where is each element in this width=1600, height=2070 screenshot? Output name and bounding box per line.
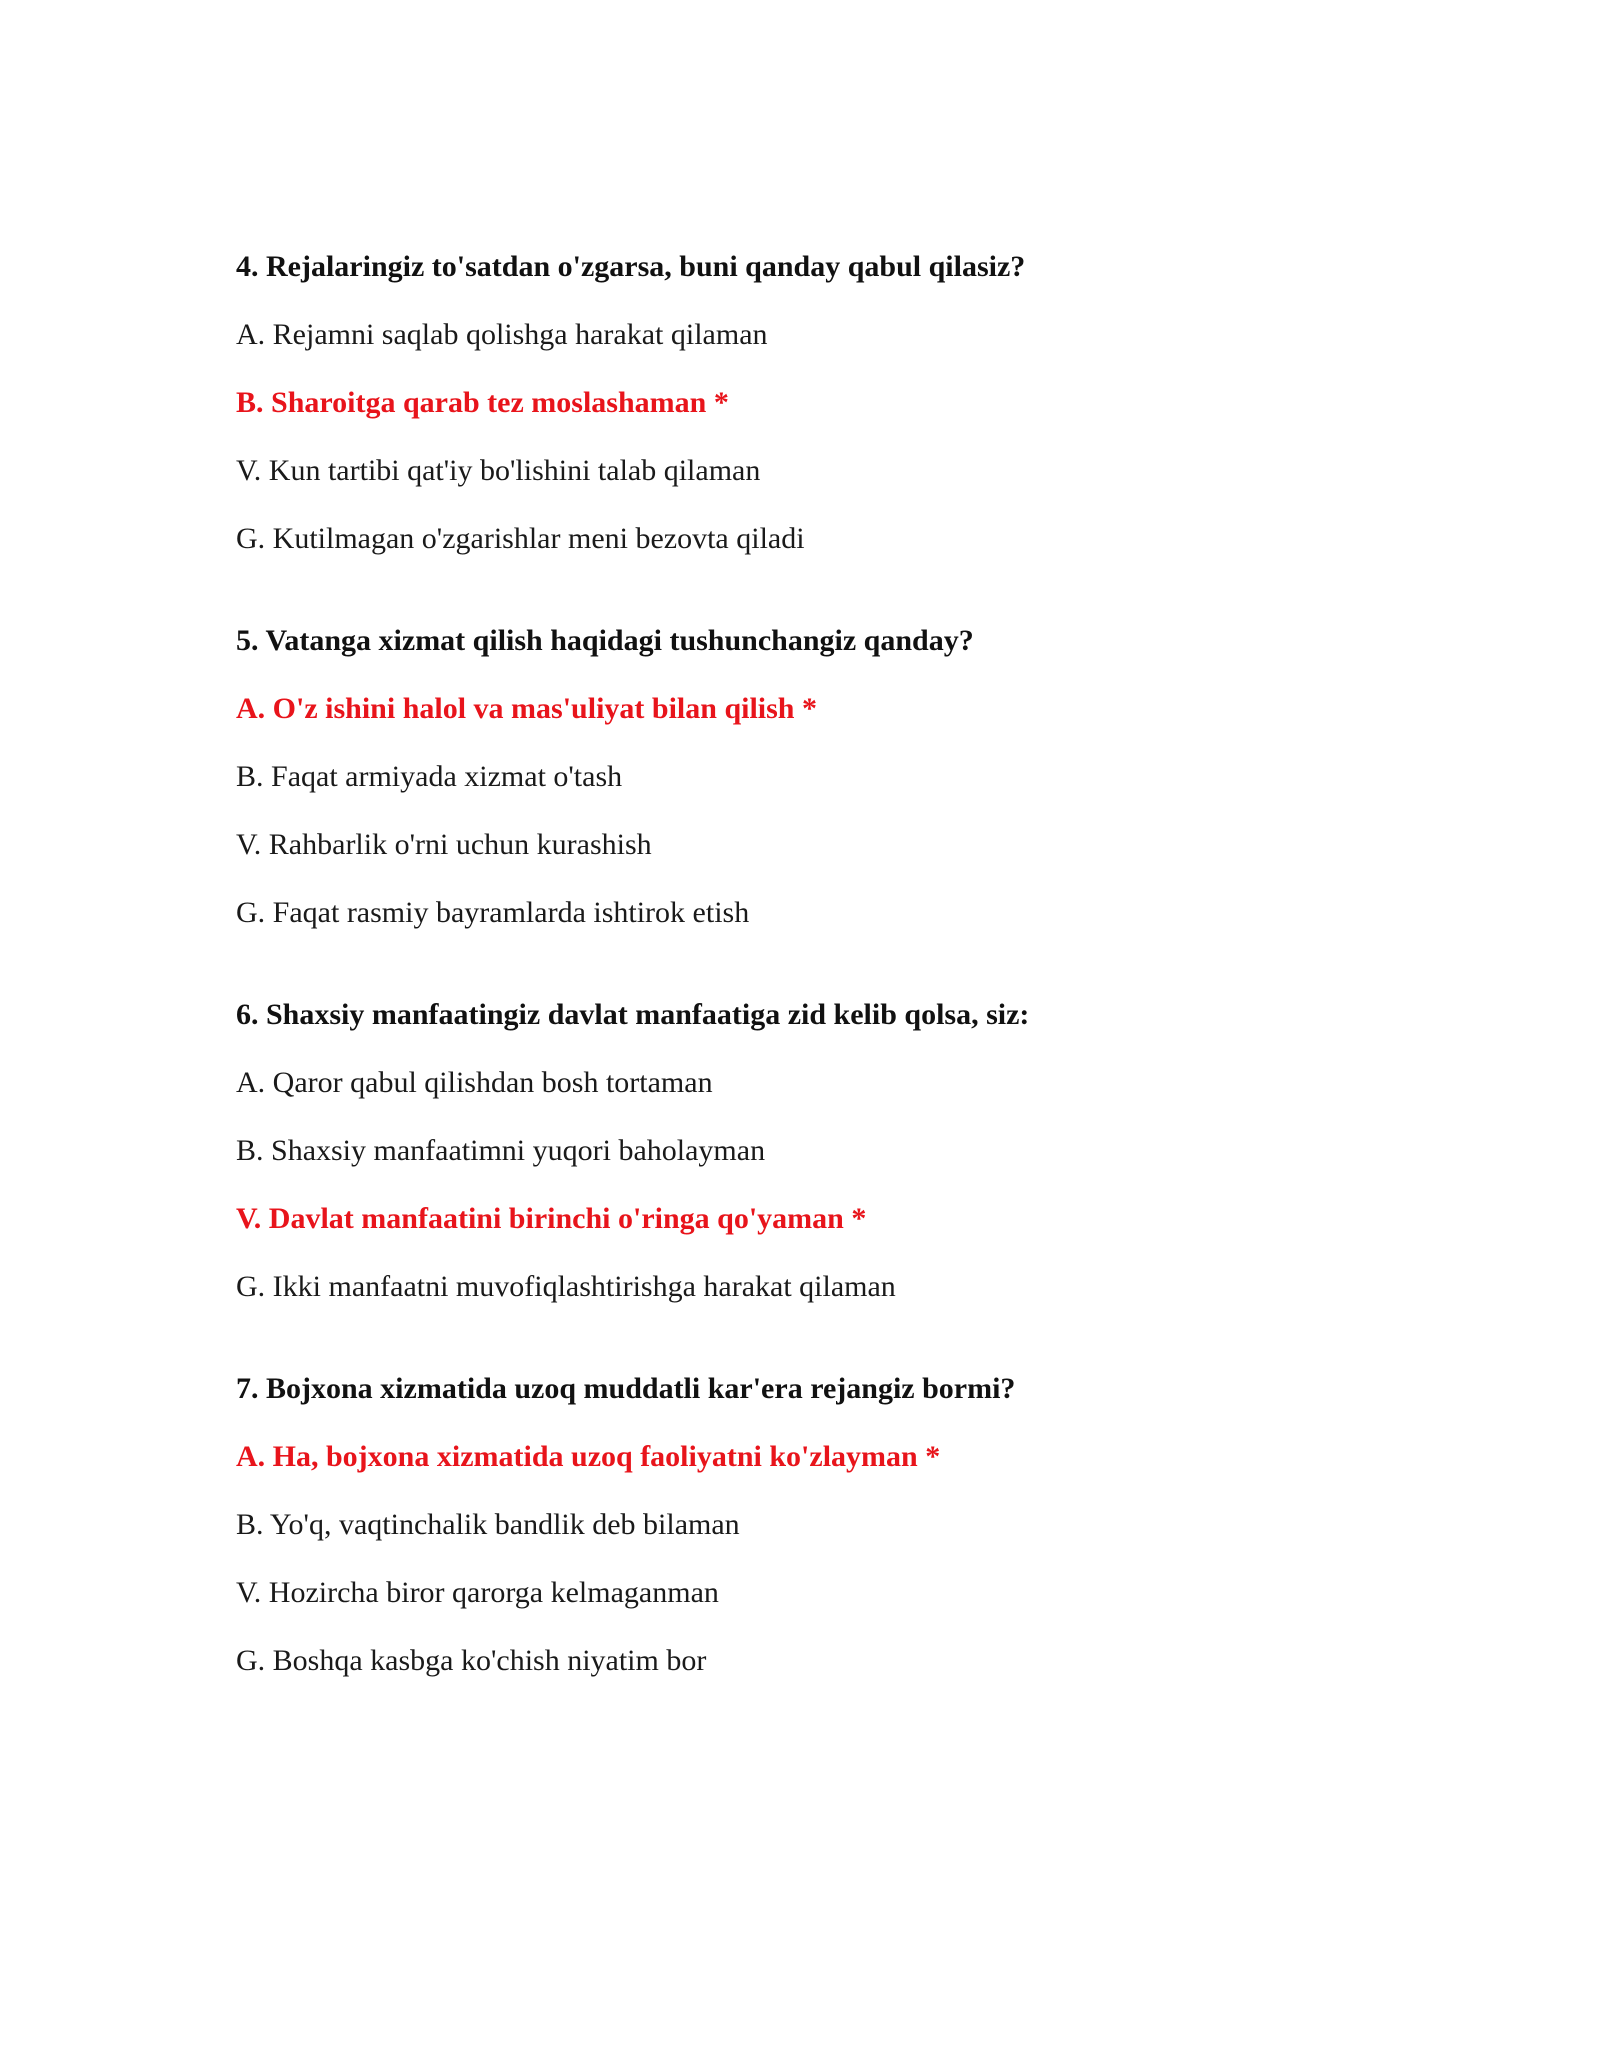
option-a: A. Qaror qabul qilishdan bosh tortaman [236, 1066, 713, 1099]
question-text: 7. Bojxona xizmatida uzoq muddatli kar'era rejangiz bormi? [236, 1372, 1016, 1405]
option-g: G. Faqat rasmiy bayramlarda ishtirok etish [236, 896, 750, 929]
option-b: B. Shaxsiy manfaatimni yuqori baholayman [236, 1134, 766, 1167]
option-b: B. Sharoitga qarab tez moslashaman * [236, 386, 729, 419]
question-text: 6. Shaxsiy manfaatingiz davlat manfaatiga zid kelib qolsa, siz: [236, 998, 1030, 1031]
option-v: V. Kun tartibi qat'iy bo'lishini talab qilaman [236, 454, 761, 487]
option-a: A. Ha, bojxona xizmatida uzoq faoliyatni ko'zlayman * [236, 1440, 941, 1473]
option-v: V. Davlat manfaatini birinchi o'ringa qo'yaman * [236, 1202, 867, 1235]
option-a: A. Rejamni saqlab qolishga harakat qilaman [236, 318, 768, 351]
option-g: G. Ikki manfaatni muvofiqlashtirishga harakat qilaman [236, 1270, 896, 1303]
option-v: V. Rahbarlik o'rni uchun kurashish [236, 828, 652, 861]
question-list [236, 250, 1436, 1746]
option-g: G. Boshqa kasbga ko'chish niyatim bor [236, 1644, 707, 1677]
option-b: B. Yo'q, vaqtinchalik bandlik deb bilaman [236, 1508, 740, 1541]
option-v: V. Hozircha biror qarorga kelmaganman [236, 1576, 719, 1609]
question-text: 4. Rejalaringiz to'satdan o'zgarsa, buni qanday qabul qilasiz? [236, 250, 1026, 283]
question-block-6 [236, 998, 1436, 1304]
question-block-4 [236, 250, 1436, 556]
question-block-5 [236, 624, 1436, 930]
question-text: 5. Vatanga xizmat qilish haqidagi tushunchangiz qanday? [236, 624, 974, 657]
option-b: B. Faqat armiyada xizmat o'tash [236, 760, 623, 793]
question-block-7 [236, 1372, 1436, 1678]
option-g: G. Kutilmagan o'zgarishlar meni bezovta qiladi [236, 522, 805, 555]
option-a: A. O'z ishini halol va mas'uliyat bilan qilish * [236, 692, 817, 725]
